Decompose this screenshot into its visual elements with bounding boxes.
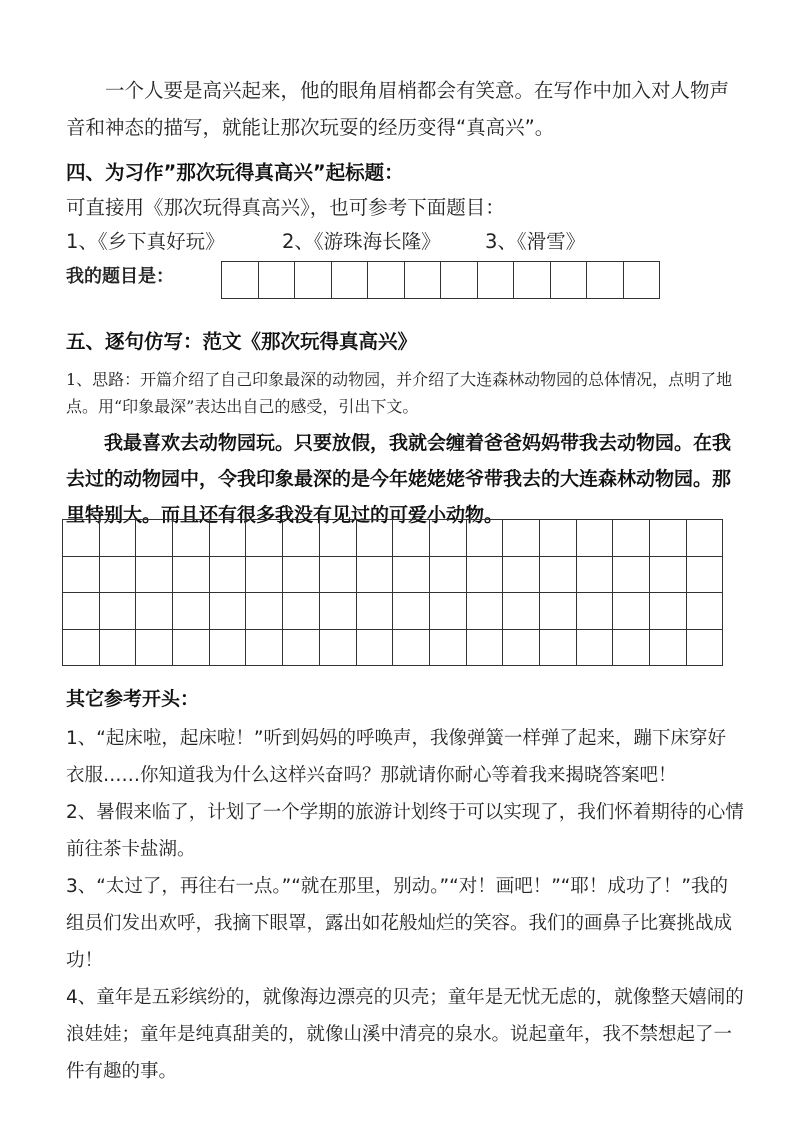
my-title-label: 我的题目是：	[66, 266, 174, 287]
title-box[interactable]	[551, 262, 588, 298]
grid-cell[interactable]	[100, 520, 137, 557]
references-heading: 其它参考开头：	[66, 688, 200, 710]
grid-cell[interactable]	[136, 557, 173, 594]
grid-cell[interactable]	[100, 593, 137, 630]
title-box[interactable]	[624, 262, 661, 298]
grid-cell[interactable]	[467, 593, 504, 630]
grid-cell[interactable]	[577, 630, 614, 667]
grid-cell[interactable]	[246, 557, 283, 594]
grid-cell[interactable]	[613, 593, 650, 630]
grid-cell[interactable]	[393, 557, 430, 594]
grid-cell[interactable]	[246, 630, 283, 667]
grid-cell[interactable]	[283, 630, 320, 667]
grid-cell[interactable]	[540, 520, 577, 557]
grid-cell[interactable]	[357, 630, 394, 667]
grid-cell[interactable]	[540, 630, 577, 667]
writing-grid[interactable]	[62, 519, 723, 666]
grid-cell[interactable]	[357, 557, 394, 594]
grid-cell[interactable]	[467, 557, 504, 594]
grid-cell[interactable]	[613, 557, 650, 594]
grid-cell[interactable]	[613, 630, 650, 667]
grid-cell[interactable]	[613, 520, 650, 557]
grid-cell[interactable]	[210, 557, 247, 594]
grid-cell[interactable]	[100, 557, 137, 594]
title-box[interactable]	[368, 262, 405, 298]
grid-cell[interactable]	[246, 593, 283, 630]
grid-cell[interactable]	[283, 557, 320, 594]
grid-cell[interactable]	[357, 593, 394, 630]
grid-cell[interactable]	[430, 557, 467, 594]
grid-cell[interactable]	[283, 520, 320, 557]
grid-cell[interactable]	[63, 630, 100, 667]
grid-cell[interactable]	[503, 520, 540, 557]
grid-cell[interactable]	[173, 630, 210, 667]
grid-cell[interactable]	[173, 557, 210, 594]
grid-cell[interactable]	[320, 630, 357, 667]
grid-cell[interactable]	[357, 520, 394, 557]
grid-cell[interactable]	[210, 630, 247, 667]
grid-cell[interactable]	[650, 557, 687, 594]
title-box[interactable]	[587, 262, 624, 298]
grid-cell[interactable]	[136, 593, 173, 630]
title-box[interactable]	[332, 262, 369, 298]
title-option-2: 2、《游珠海长隆》	[282, 230, 441, 253]
title-option-1: 1、《乡下真好玩》	[66, 230, 225, 253]
grid-cell[interactable]	[540, 593, 577, 630]
title-option-3: 3、《滑雪》	[485, 230, 586, 253]
grid-cell[interactable]	[540, 557, 577, 594]
grid-cell[interactable]	[503, 593, 540, 630]
grid-cell[interactable]	[320, 593, 357, 630]
grid-cell[interactable]	[246, 520, 283, 557]
title-box[interactable]	[478, 262, 515, 298]
intro-paragraph: 一个人要是高兴起来，他的眼角眉梢都会有笑意。在写作中加入对人物声音和神态的描写，就能让那次玩耍的经历变得“真高兴”。	[66, 79, 730, 139]
grid-cell[interactable]	[173, 520, 210, 557]
grid-cell[interactable]	[100, 630, 137, 667]
title-box[interactable]	[259, 262, 296, 298]
grid-cell[interactable]	[503, 557, 540, 594]
grid-cell[interactable]	[467, 520, 504, 557]
grid-cell[interactable]	[687, 593, 724, 630]
grid-cell[interactable]	[650, 630, 687, 667]
grid-cell[interactable]	[173, 593, 210, 630]
grid-cell[interactable]	[320, 557, 357, 594]
reference-item-3: 3、“太过了，再往右一点。”“就在那里，别动。”“对！画吧！”“耶！成功了！”我的组员们发出欢呼，我摘下眼罩，露出如花般灿烂的笑容。我们的画鼻子比赛挑战成功！	[66, 876, 733, 971]
grid-cell[interactable]	[577, 557, 614, 594]
section-four-subtitle: 可直接用《那次玩得真高兴》，也可参考下面题目：	[66, 196, 505, 219]
title-box[interactable]	[441, 262, 478, 298]
grid-cell[interactable]	[136, 520, 173, 557]
title-box[interactable]	[222, 262, 259, 298]
grid-cell[interactable]	[136, 630, 173, 667]
grid-cell[interactable]	[393, 630, 430, 667]
grid-cell[interactable]	[393, 520, 430, 557]
grid-cell[interactable]	[210, 593, 247, 630]
grid-cell[interactable]	[577, 593, 614, 630]
grid-cell[interactable]	[467, 630, 504, 667]
my-title-boxes[interactable]	[221, 261, 660, 299]
title-box[interactable]	[514, 262, 551, 298]
section-five-heading: 五、逐句仿写：范文《那次玩得真高兴》	[66, 330, 418, 353]
grid-cell[interactable]	[503, 630, 540, 667]
grid-cell[interactable]	[650, 520, 687, 557]
grid-cell[interactable]	[650, 593, 687, 630]
grid-cell[interactable]	[687, 630, 724, 667]
grid-cell[interactable]	[63, 557, 100, 594]
grid-cell[interactable]	[430, 630, 467, 667]
writing-hint: 1、思路：开篇介绍了自己印象最深的动物园，并介绍了大连森林动物园的总体情况，点明了地点。用“印象最深”表达出自己的感受，引出下文。	[66, 370, 733, 416]
reference-item-4: 4、童年是五彩缤纷的，就像海边漂亮的贝壳；童年是无忧无虑的，就像整天嬉闹的浪娃娃；童年是纯真甜美的，就像山溪中清亮的泉水。说起童年，我不禁想起了一件有趣的事。	[66, 987, 744, 1082]
grid-cell[interactable]	[430, 593, 467, 630]
model-paragraph: 我最喜欢去动物园玩。只要放假，我就会缠着爸爸妈妈带我去动物园。在我去过的动物园中，令我印象最深的是今年姥姥姥爷带我去的大连森林动物园。那里特别大。而且还有很多我没有见过的可爱小动物。	[66, 432, 732, 526]
title-box[interactable]	[405, 262, 442, 298]
grid-cell[interactable]	[63, 520, 100, 557]
reference-item-2: 2、暑假来临了，计划了一个学期的旅游计划终于可以实现了，我们怀着期待的心情前往茶卡盐湖。	[66, 802, 744, 860]
grid-cell[interactable]	[393, 593, 430, 630]
grid-cell[interactable]	[283, 593, 320, 630]
title-box[interactable]	[295, 262, 332, 298]
grid-cell[interactable]	[320, 520, 357, 557]
grid-cell[interactable]	[63, 593, 100, 630]
section-four-heading: 四、为习作”那次玩得真高兴”起标题：	[66, 161, 404, 184]
grid-cell[interactable]	[210, 520, 247, 557]
reference-item-1: 1、“起床啦，起床啦！”听到妈妈的呼唤声，我像弹簧一样弹了起来，蹦下床穿好衣服……你知道我为什么这样兴奋吗？那就请你耐心等着我来揭晓答案吧！	[66, 728, 726, 786]
grid-cell[interactable]	[577, 520, 614, 557]
grid-cell[interactable]	[687, 520, 724, 557]
grid-cell[interactable]	[687, 557, 724, 594]
grid-cell[interactable]	[430, 520, 467, 557]
